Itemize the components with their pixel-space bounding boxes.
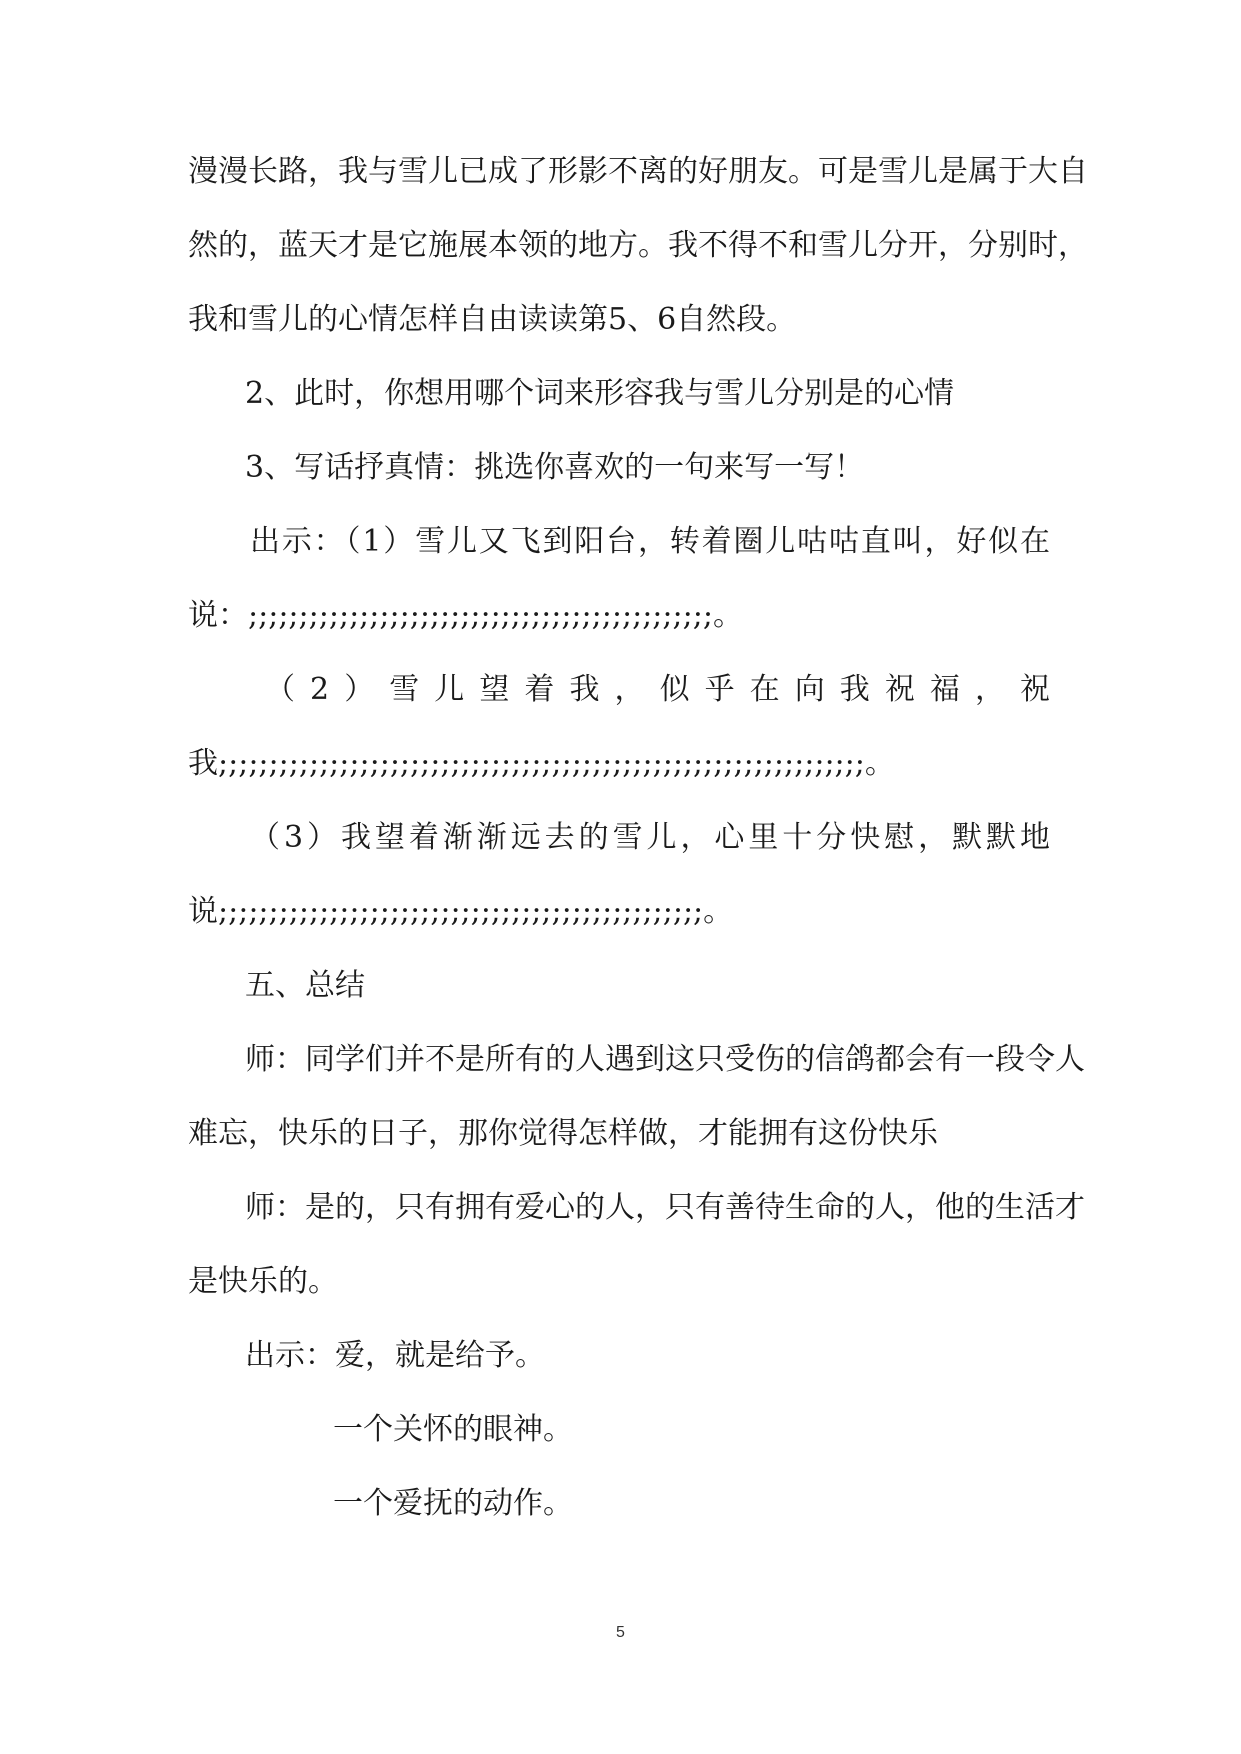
paragraph-line: 漫漫长路，我与雪儿已成了形影不离的好朋友。可是雪儿是属于大自: [188, 154, 1088, 189]
prompt-fill-line: 我;;;;;;;;;;;;;;;;;;;;;;;;;;;;;;;;;;;;;;;;;;;;;;;;;;;;;;;;;;;;;;;;。: [188, 746, 895, 781]
page-number: 5: [616, 1624, 625, 1641]
paragraph-line: 师：同学们并不是所有的人遇到这只受伤的信鸽都会有一段令人: [245, 1042, 1085, 1077]
prompt-fill-line: 说;;;;;;;;;;;;;;;;;;;;;;;;;;;;;;;;;;;;;;;;;;;;;;;;。: [188, 894, 734, 929]
question-3: 3、写话抒真情：挑选你喜欢的一句来写一写！: [245, 450, 865, 485]
prompt-line: （3）我望着渐渐远去的雪儿，心里十分快慰，默默地: [250, 820, 1050, 855]
paragraph-line: 是快乐的。: [188, 1264, 338, 1299]
quote-line: 出示：爱，就是给予。: [245, 1338, 545, 1373]
paragraph-line: 难忘，快乐的日子，那你觉得怎样做，才能拥有这份快乐: [188, 1116, 938, 1151]
paragraph-line: 我和雪儿的心情怎样自由读读第5、6自然段。: [188, 302, 797, 337]
question-2: 2、此时，你想用哪个词来形容我与雪儿分别是的心情: [245, 376, 955, 411]
quote-line: 一个爱抚的动作。: [333, 1486, 573, 1521]
section-heading: 五、总结: [245, 968, 365, 1003]
prompt-line: 出示：（1）雪儿又飞到阳台，转着圈儿咕咕直叫，好似在: [250, 524, 1050, 559]
prompt-fill-line: 说：;;;;;;;;;;;;;;;;;;;;;;;;;;;;;;;;;;;;;;;;;;;;;;。: [188, 598, 743, 633]
quote-line: 一个关怀的眼神。: [333, 1412, 573, 1447]
prompt-line: （2）雪儿望着我，似乎在向我祝福，祝: [265, 672, 1050, 707]
paragraph-line: 然的，蓝天才是它施展本领的地方。我不得不和雪儿分开，分别时，: [188, 228, 1088, 263]
paragraph-line: 师：是的，只有拥有爱心的人，只有善待生命的人，他的生活才: [245, 1190, 1085, 1225]
